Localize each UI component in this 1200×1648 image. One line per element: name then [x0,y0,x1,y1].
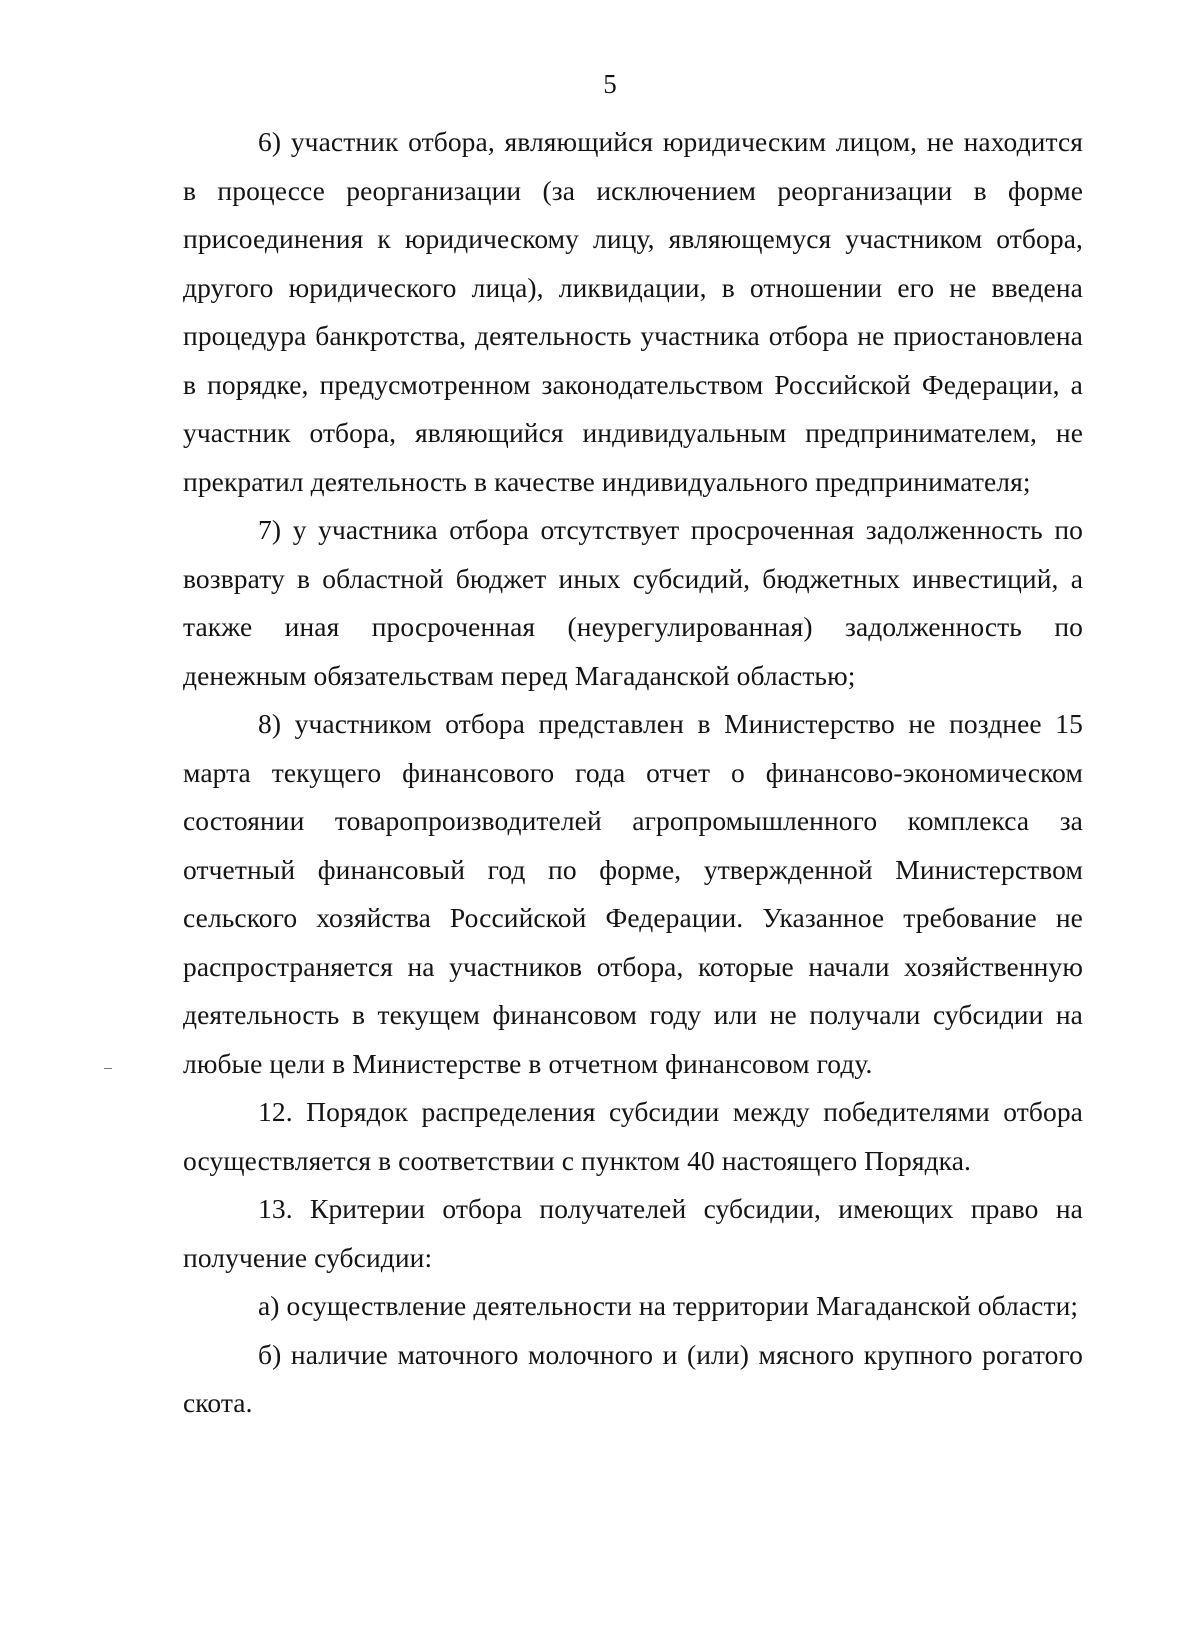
paragraph-item-7: 7) у участника отбора отсутствует просроченная задолженность по возврату в областной бюджет иных субсидий, бюджетных инвестиций, а также иная просроченная (неурегулированная) задолженность по денежным обязательствам перед Магаданской областью; [183,514,1083,691]
paragraph-item-6: 6) участник отбора, являющийся юридическим лицом, не находится в процессе реорганизации (за исключением реорганизации в форме присоединения к юридическому лицу, являющемуся участником отбора, другого юридического лица), ликвидации, в отношении его не введена процедура банкротства, деятельность участника отбора не приостановлена в порядке, предусмотренном законодательством Российской Федерации, а участник отбора, являющийся индивидуальным предпринимателем, не прекратил деятельность в качестве индивидуального предпринимателя; [183,126,1083,497]
paragraph-clause-13: 13. Критерии отбора получателей субсидии, имеющих право на получение субсидии: [183,1193,1083,1273]
paragraph-item-8: 8) участником отбора представлен в Министерство не позднее 15 марта текущего финансового года отчет о финансово-экономическом состоянии товаропроизводителей агропромышленного комплекса за отчетный финансовый год по форме, утвержденной Министерством сельского хозяйства Российской Федерации. Указанное требование не распространяется на участников отбора, которые начали хозяйственную деятельность в текущем финансовом году или не получали субсидии на любые цели в Министерстве в отчетном финансовом году. [183,708,1083,1079]
paragraph-clause-12: 12. Порядок распределения субсидии между победителями отбора осуществляется в соответствии с пунктом 40 настоящего Порядка. [183,1096,1083,1176]
paragraph-criterion-a: а) осуществление деятельности на территории Магаданской области; [258,1290,1079,1321]
document-body [183,118,1083,1428]
page-number: 5 [603,69,617,99]
paragraph-criterion-b: б) наличие маточного молочного и (или) мясного крупного рогатого скота. [183,1338,1083,1418]
margin-mark [104,1068,112,1069]
